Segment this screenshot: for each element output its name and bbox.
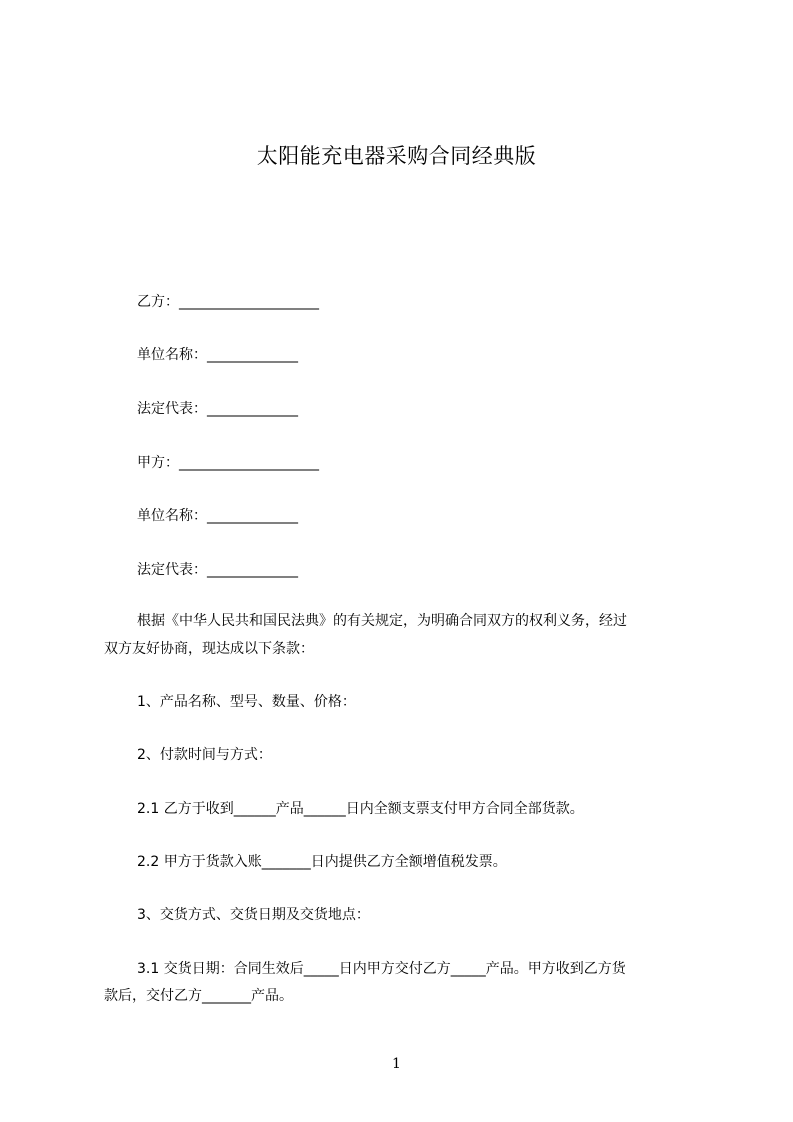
party-a-legal-rep-field: 法定代表：_____________ (137, 562, 298, 578)
intro-paragraph-line-1: 根据《中华人民共和国民法典》的有关规定，为明确合同双方的权利义务，经过 (137, 613, 627, 629)
page-number: 1 (392, 1056, 401, 1072)
party-b-field: 乙方：____________________ (137, 294, 319, 310)
party-a-field: 甲方：____________________ (137, 455, 319, 471)
party-a-unit-name-field: 单位名称：_____________ (137, 508, 298, 524)
intro-paragraph-line-2: 双方友好协商，现达成以下条款： (104, 641, 314, 657)
clause-2-heading: 2、付款时间与方式： (137, 747, 272, 763)
clause-2-2: 2.2 甲方于货款入账_______日内提供乙方全额增值税发票。 (137, 854, 507, 870)
clause-3-heading: 3、交货方式、交货日期及交货地点： (137, 907, 370, 923)
clause-3-1-line-2: 款后，交付乙方_______产品。 (104, 988, 293, 1004)
document-title: 太阳能充电器采购合同经典版 (256, 144, 537, 168)
clause-3-1-line-1: 3.1 交货日期：合同生效后_____日内甲方交付乙方_____产品。甲方收到乙方货 (137, 961, 626, 977)
party-b-unit-name-field: 单位名称：_____________ (137, 347, 298, 363)
clause-1-heading: 1、产品名称、型号、数量、价格： (137, 694, 356, 710)
clause-2-1: 2.1 乙方于收到______产品______日内全额支票支付甲方合同全部货款。 (137, 801, 584, 817)
party-b-legal-rep-field: 法定代表：_____________ (137, 401, 298, 417)
